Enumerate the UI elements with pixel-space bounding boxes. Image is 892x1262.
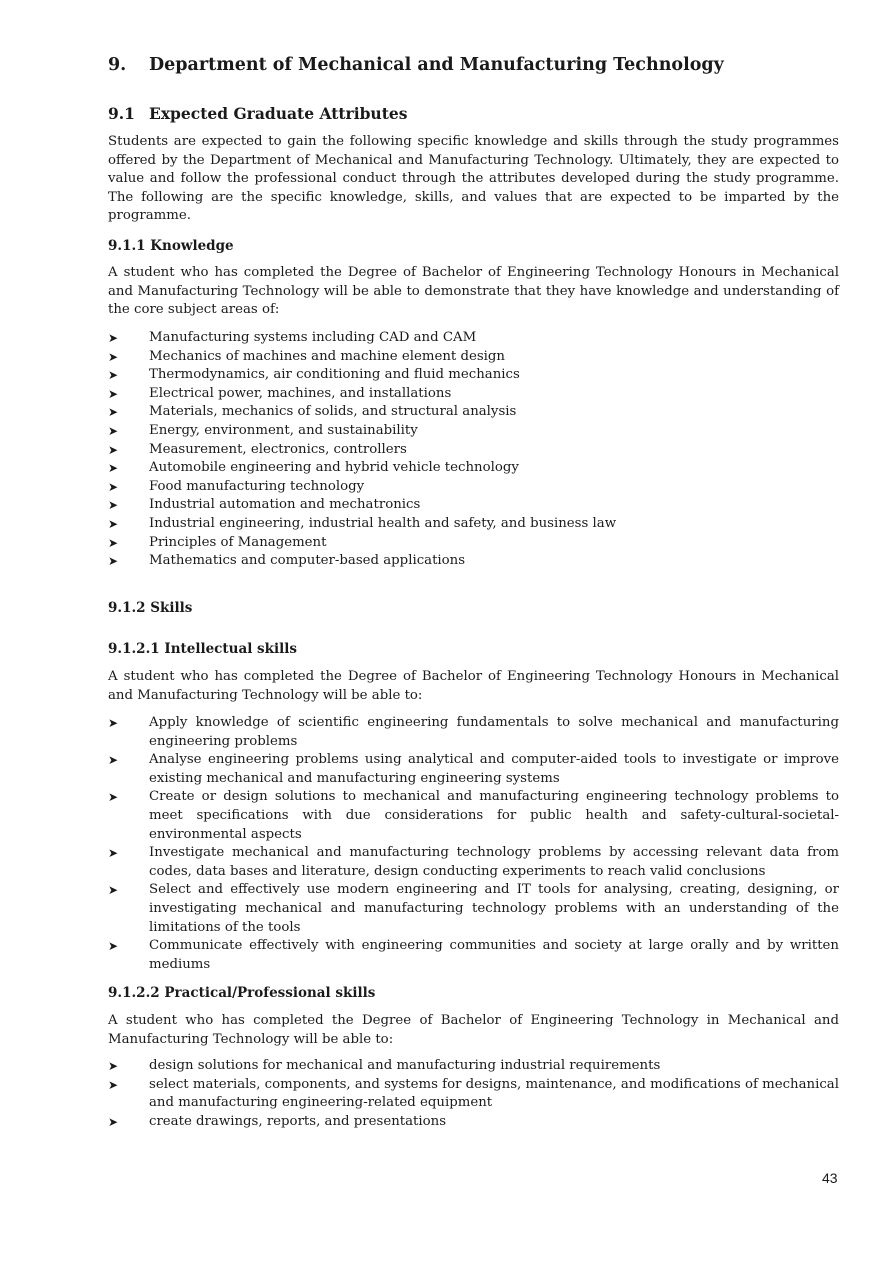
arrow-bullet-icon: ➤ [108,516,119,531]
list-item: ➤ Energy, environment, and sustainability [108,422,839,441]
arrow-bullet-icon: ➤ [108,498,119,513]
skills-heading: 9.1.2 Skills [108,600,193,616]
list-item: ➤ Materials, mechanics of solids, and structural analysis [108,403,839,422]
arrow-bullet-icon: ➤ [108,442,119,457]
arrow-bullet-icon: ➤ [108,479,119,494]
arrow-bullet-icon: ➤ [108,405,119,420]
list-item: ➤ Investigate mechanical and manufacturing technology problems by accessing relevant data from codes, data bases and literature, design conducting experiments to reach valid conclusions [108,845,839,879]
list-item: ➤ Food manufacturing technology [108,478,839,497]
practical-skills-heading: 9.1.2.2 Practical/Professional skills [108,985,376,1001]
arrow-bullet-icon: ➤ [108,331,119,345]
list-item: ➤ Select and effectively use modern engineering and IT tools for analysing, creating, designing, or investigating mechanical and manufacturing technology problems with an understanding of the limitations of the tools [108,882,839,935]
intellectual-skills-intro-paragraph: A student who has completed the Degree of Bachelor of Engineering Technology Honours in Mechanical and Manufacturing Technology will be able to: [108,669,839,703]
knowledge-intro-paragraph: A student who has completed the Degree of Bachelor of Engineering Technology Honours in Mechanical and Manufacturing Technology will be able to demonstrate that they have knowledge and understanding of the core subject areas of: [108,265,839,318]
arrow-bullet-icon: ➤ [108,846,119,861]
arrow-bullet-icon: ➤ [108,386,119,401]
arrow-bullet-icon: ➤ [108,939,119,954]
arrow-bullet-icon: ➤ [108,554,119,569]
arrow-bullet-icon: ➤ [108,535,119,550]
arrow-bullet-icon: ➤ [108,753,119,768]
practical-skills-intro-paragraph: A student who has completed the Degree of Bachelor of Engineering Technology in Mechanical and Manufacturing Technology will be able to: [108,1013,839,1047]
list-item: ➤ Communicate effectively with engineering communities and society at large orally and by written mediums [108,938,839,972]
list-item: ➤ Electrical power, machines, and installations [108,385,839,404]
subsection-number: 9.1 [108,104,135,123]
arrow-bullet-icon: ➤ [108,423,119,438]
list-item: ➤ Industrial engineering, industrial health and safety, and business law [108,515,839,534]
attributes-intro-paragraph: Students are expected to gain the following specific knowledge and skills through the study programmes offered by the Department of Mechanical and Manufacturing Technology. Ultimately, they are expected to value and follow the professional conduct through the attributes developed during the study programme. The following are the specific knowledge, skills, and values that are expected to be imparted by the programme. [108,134,839,224]
list-item: ➤ Principles of Management [108,534,839,553]
arrow-bullet-icon: ➤ [108,461,119,476]
list-item: ➤ select materials, components, and systems for designs, maintenance, and modifications of mechanical and manufacturing engineering-related equipment [108,1076,839,1111]
arrow-bullet-icon: ➤ [108,1059,119,1073]
list-item: ➤ create drawings, reports, and presentations [108,1113,839,1132]
subsection-title: Expected Graduate Attributes [149,104,408,123]
practical-skills-list [108,1057,839,1131]
list-item: ➤ Thermodynamics, air conditioning and fluid mechanics [108,366,839,385]
list-item: ➤ Measurement, electronics, controllers [108,441,839,460]
section-title: Department of Mechanical and Manufacturing Technology [149,55,724,75]
arrow-bullet-icon: ➤ [108,716,119,730]
section-heading [108,55,839,75]
list-item: ➤ Analyse engineering problems using analytical and computer-aided tools to investigate or improve existing mechanical and manufacturing engineering systems [108,752,839,786]
list-item: ➤ Mechanics of machines and machine element design [108,348,839,367]
arrow-bullet-icon: ➤ [108,1077,119,1092]
list-item: ➤ Automobile engineering and hybrid vehicle technology [108,459,839,478]
arrow-bullet-icon: ➤ [108,349,119,364]
intellectual-skills-heading: 9.1.2.1 Intellectual skills [108,641,297,657]
knowledge-heading: 9.1.1 Knowledge [108,238,234,254]
arrow-bullet-icon: ➤ [108,1114,119,1129]
list-item: ➤ design solutions for mechanical and manufacturing industrial requirements [108,1057,839,1076]
arrow-bullet-icon: ➤ [108,790,119,805]
intellectual-skills-list [108,714,839,974]
list-item: ➤ Apply knowledge of scientific engineering fundamentals to solve mechanical and manufacturing engineering problems [108,715,839,749]
section-number: 9. [108,55,127,75]
list-item: ➤ Create or design solutions to mechanical and manufacturing engineering technology problems to meet specifications with due considerations for public health and safety-cultural-societal-environmental aspects [108,789,839,842]
list-item: ➤ Industrial automation and mechatronics [108,496,839,515]
list-item: ➤ Manufacturing systems including CAD and CAM [108,329,839,348]
arrow-bullet-icon: ➤ [108,368,119,383]
list-item: ➤ Mathematics and computer-based applications [108,552,839,571]
arrow-bullet-icon: ➤ [108,883,119,898]
knowledge-list [108,329,839,571]
subsection-heading-9-1 [108,104,839,123]
page-number: 43 [822,1170,838,1186]
